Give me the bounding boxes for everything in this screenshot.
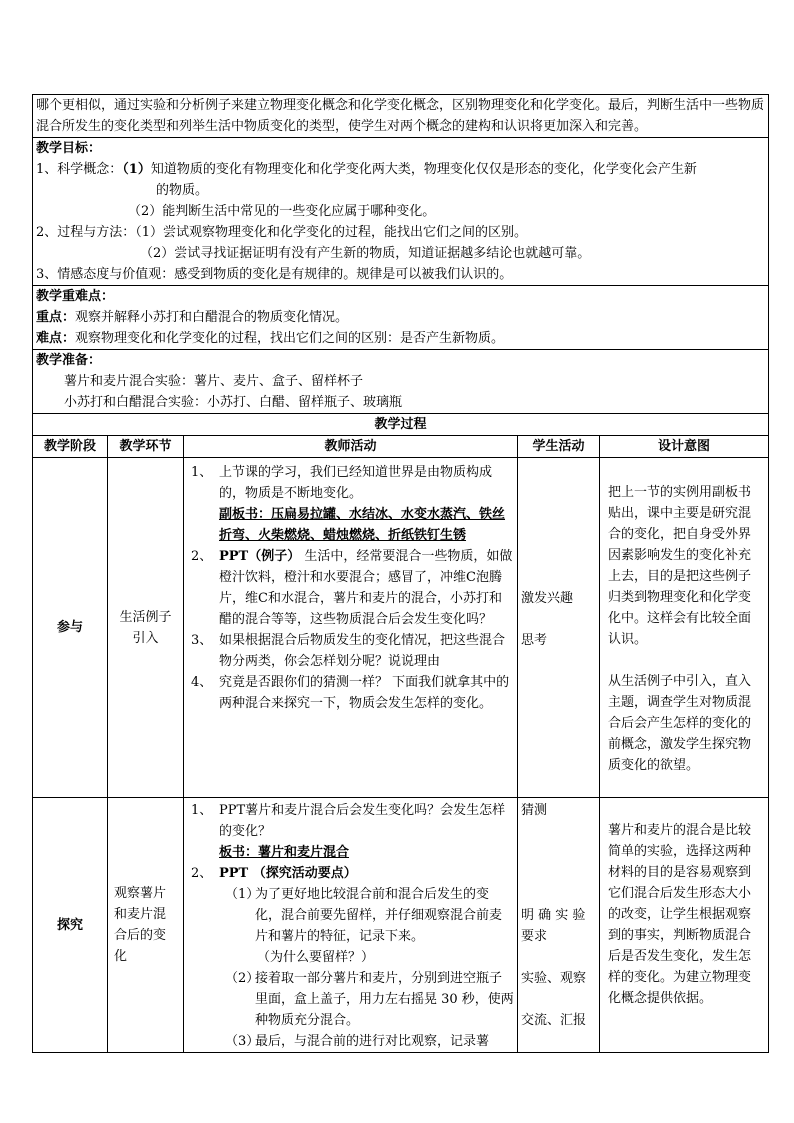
objective-1b: 的物质。: [156, 183, 209, 198]
sub-step-number: （2）: [225, 971, 260, 986]
table-row: [33, 458, 769, 798]
process-title: 教学过程: [33, 414, 769, 436]
student-note: 思考: [521, 633, 548, 648]
header-teacher: 教师活动: [184, 436, 518, 458]
link-cell: 观察薯片和麦片混合后的变化: [108, 798, 184, 1053]
key-point: [36, 307, 765, 328]
activity-item: [187, 672, 514, 714]
intro-cell: [33, 95, 769, 138]
sub-step-note: （为什么要留样？）: [257, 950, 375, 965]
header-design: 设计意图: [600, 436, 769, 458]
student-note: 明 确 实 验 要求: [521, 908, 586, 944]
hard-point: [36, 328, 765, 349]
lesson-plan-table: [32, 94, 769, 1053]
key-text: 观察并解释小苏打和白醋混合的物质变化情况。: [75, 310, 349, 325]
difficulty-heading: 教学重难点：: [36, 289, 115, 304]
item-text: 上节课的学习，我们已经知道世界是由物质构成的，物质是不断地变化。: [219, 465, 493, 501]
activity-item: [187, 800, 514, 842]
objective-3: 3、情感态度与价值观：感受到物质的变化是有规律的。规律是可以被我们认识的。: [36, 267, 513, 282]
design-intent-cell: [600, 798, 769, 1053]
item-text: PPT薯片和麦片混合后会发生变化吗？会发生怎样的变化？: [219, 803, 506, 839]
sub-step-number: （3）: [225, 1034, 260, 1049]
item-number: 2、: [191, 866, 213, 881]
item-text: 如果根据混合后物质发生的变化情况，把这些混合物分两类，你会怎样划分呢？说说理由: [219, 633, 506, 669]
table-row: [33, 798, 769, 1053]
teacher-activity-cell: [184, 458, 518, 798]
stage-cell: 探究: [33, 798, 108, 1053]
sub-step-text: 最后，与混合前的进行对比观察，记录薯: [255, 1034, 490, 1049]
item-text: 究竟是否跟你们的猜测一样？ 下面我们就拿其中的两种混合来探究一下，物质会发生怎样的变化。: [219, 675, 510, 711]
design-paragraph: 把上一节的实例用副板书贴出，课中主要是研究混合的变化，把自身受外界因素影响发生的变化补充上去，目的是把这些例子归类到物理变化和化学变化中。这样会有比较全面认识。: [608, 485, 752, 647]
objective-2b: （2）尝试寻找证据证明有没有产生新的物质，知道证据越多结论也就越可靠。: [140, 246, 591, 261]
header-stage: 教学阶段: [33, 436, 108, 458]
item-bold: PPT （探究活动要点）: [219, 866, 357, 881]
sub-step-text: 接着取一部分薯片和麦片，分别到进空瓶子里面，盒上盖子，用力左右摇晃 30 秒，使两种物质充分混合。: [255, 971, 514, 1028]
item-number: 1、: [191, 803, 213, 818]
activity-item: [187, 462, 514, 504]
objectives-heading: 教学目标：: [36, 141, 102, 156]
student-activity-cell: [518, 458, 600, 798]
side-board-note: 副板书：压扁易拉罐、水结冰、水变水蒸汽、铁丝折弯、火柴燃烧、蜡烛燃烧、折纸铁钉生锈: [219, 507, 506, 543]
activity-item: [187, 630, 514, 672]
objective-1a: [36, 159, 765, 180]
sub-step-number: （1）: [225, 887, 260, 902]
key-label: 重点：: [36, 310, 76, 325]
hard-text: 观察物理变化和化学变化的过程，找出它们之间的区别：是否产生新物质。: [75, 331, 505, 346]
design-intent-cell: [600, 458, 769, 798]
item-number: 4、: [191, 675, 213, 690]
activity-item: [187, 546, 514, 630]
prep-line-1: 薯片和麦片混合实验：薯片、麦片、盒子、留样杯子: [64, 374, 364, 389]
prep-line-2: 小苏打和白醋混合实验：小苏打、白醋、留样瓶子、玻璃瓶: [64, 395, 403, 410]
header-student: 学生活动: [518, 436, 600, 458]
objective-1-label: 1、科学概念：: [36, 162, 123, 177]
item-text: 生活中，经常要混合一些物质，如做橙汁饮料，橙汁和水要混合；感冒了，冲维C泡腾片，维C和水混合，薯片和麦片的混合，小苏打和醋的混合等等，这些物质混合后会发生变化吗？: [219, 549, 513, 627]
item-bold: PPT（例子）: [219, 549, 301, 564]
objective-1-num: （1）: [122, 162, 151, 177]
student-note: 激发兴趣: [521, 591, 574, 606]
board-note: 板书：薯片和麦片混合: [219, 845, 350, 860]
sub-step: [187, 968, 514, 1031]
item-number: 2、: [191, 549, 213, 564]
design-paragraph: 薯片和麦片的混合是比较简单的实验，选择这两种材料的目的是容易观察到它们混合后发生形态大小的改变，让学生根据观察到的事实，判断物质混合后是否发生变化，发生怎样的变化。为建立物理变化概念提供依据。: [608, 823, 752, 1006]
sub-step-text: 为了更好地比较混合前和混合后发生的变化，混合前要先留样，并仔细观察混合前麦片和薯片的特征，记录下来。: [255, 887, 503, 944]
prep-heading: 教学准备：: [36, 353, 102, 368]
difficulty-cell: [33, 286, 769, 350]
design-paragraph: 从生活例子中引入，直入主题，调查学生对物质混合后会产生怎样的变化的前概念，激发学生探究物质变化的欲望。: [608, 674, 752, 773]
item-number: 3、: [191, 633, 213, 648]
objective-1c: （2）能判断生活中常见的一些变化应属于哪种变化。: [128, 204, 436, 219]
student-note: 交流、汇报: [521, 1013, 587, 1028]
item-number: 1、: [191, 465, 213, 480]
objectives-cell: [33, 138, 769, 286]
prep-cell: [33, 350, 769, 414]
hard-label: 难点：: [36, 331, 76, 346]
intro-text: 哪个更相似，通过实验和分析例子来建立物理变化概念和化学变化概念，区别物理变化和化学变化。最后，判断生活中一些物质混合所发生的变化类型和列举生活中物质变化的类型，使学生对两个概念的建构和认识将更加深入和完善。: [36, 98, 765, 134]
student-note: 猜测: [521, 803, 548, 818]
header-link: 教学环节: [108, 436, 184, 458]
link-cell: 生活例子引入: [108, 458, 184, 798]
stage-cell: 参与: [33, 458, 108, 798]
sub-step: [187, 1031, 514, 1052]
sub-step: [187, 884, 514, 947]
activity-item: [187, 863, 514, 884]
objective-2a: 2、过程与方法：（1）尝试观察物理变化和化学变化的过程，能找出它们之间的区别。: [36, 225, 528, 240]
objective-1-text: 知道物质的变化有物理变化和化学变化两大类，物理变化仅仅是形态的变化，化学变化会产生新: [150, 162, 697, 177]
student-activity-cell: [518, 798, 600, 1053]
teacher-activity-cell: [184, 798, 518, 1053]
lesson-plan-page: [32, 94, 768, 1053]
student-note: 实验、观察: [521, 971, 587, 986]
